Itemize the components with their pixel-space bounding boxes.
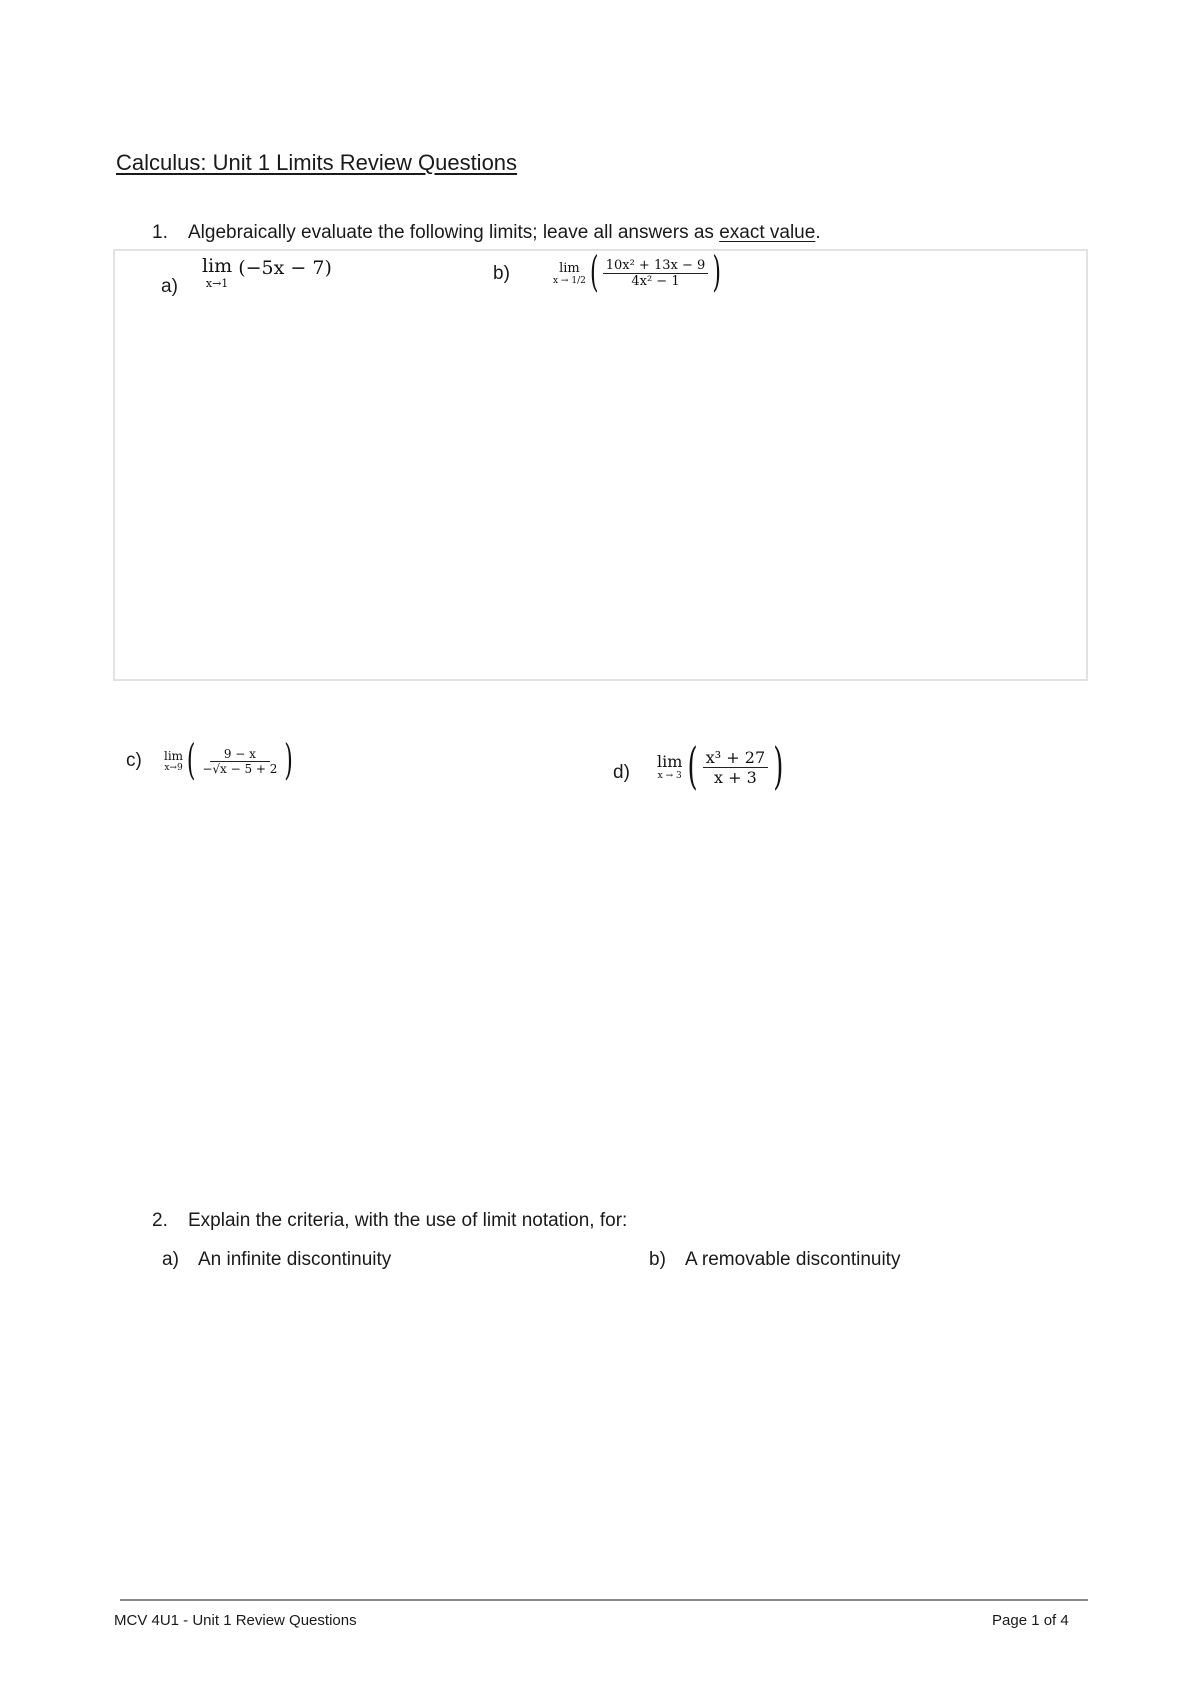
q2-part-a-text: An infinite discontinuity xyxy=(198,1249,392,1270)
q2-part-b-text: A removable discontinuity xyxy=(685,1249,901,1270)
open-paren: ( xyxy=(589,249,599,298)
limit-a-expression xyxy=(202,257,332,289)
limit-d-fraction xyxy=(703,748,768,787)
footer-divider xyxy=(120,1599,1088,1601)
limit-c-approach: x→9 xyxy=(164,763,183,773)
footer-page-number: Page 1 of 4 xyxy=(992,1612,1069,1629)
limit-c-numerator: 9 − x xyxy=(210,747,270,762)
limit-d-expression xyxy=(657,739,784,796)
open-paren: ( xyxy=(687,739,698,796)
limit-c-lim: lim xyxy=(164,749,184,763)
question-1-number: 1. xyxy=(152,222,168,243)
answer-box[interactable] xyxy=(113,249,1088,681)
limit-a-operator xyxy=(202,257,232,289)
limit-d-operator xyxy=(657,754,682,781)
limit-c-fraction xyxy=(199,747,280,776)
close-paren: ) xyxy=(284,737,293,786)
q2-part-a-label: a) xyxy=(162,1249,179,1270)
limit-b-denominator: 4x² − 1 xyxy=(631,274,680,289)
limit-d-denominator: x + 3 xyxy=(714,768,757,787)
part-a-label: a) xyxy=(161,276,178,297)
question-2-text: Explain the criteria, with the use of limit notation, for: xyxy=(188,1210,628,1231)
limit-a-approach: x→1 xyxy=(205,277,229,290)
close-paren: ) xyxy=(773,739,784,796)
limit-a-body: (−5x − 7) xyxy=(238,257,332,279)
limit-b-lim: lim xyxy=(559,260,580,276)
open-paren: ( xyxy=(186,737,196,786)
part-b-label: b) xyxy=(493,263,510,284)
limit-d-lim: lim xyxy=(657,752,683,771)
q2-part-b-label: b) xyxy=(649,1249,666,1270)
limit-c-denominator: −√x − 5 + 2 xyxy=(202,762,278,776)
limit-d-numerator: x³ + 27 xyxy=(703,748,768,768)
question-2-number: 2. xyxy=(152,1210,168,1231)
part-d-label: d) xyxy=(613,762,630,783)
limit-b-approach: x → 1/2 xyxy=(553,275,586,286)
question-1-period: . xyxy=(815,222,821,243)
exact-value-emphasis: exact value xyxy=(719,222,816,243)
limit-a-lim: lim xyxy=(202,255,233,277)
limit-b-numerator: 10x² + 13x − 9 xyxy=(603,258,709,274)
limit-d-approach: x → 3 xyxy=(657,771,682,781)
limit-b-expression xyxy=(553,249,721,298)
footer-course-label: MCV 4U1 - Unit 1 Review Questions xyxy=(114,1612,357,1629)
limit-c-operator xyxy=(164,750,183,773)
limit-b-fraction xyxy=(603,258,709,289)
limit-b-operator xyxy=(553,262,586,286)
page-title: Calculus: Unit 1 Limits Review Questions xyxy=(116,150,518,175)
part-c-label: c) xyxy=(126,750,142,771)
question-1-prompt: Algebraically evaluate the following limits; leave all answers as xyxy=(188,222,720,243)
close-paren: ) xyxy=(712,249,721,298)
question-1-text xyxy=(188,222,821,244)
limit-c-expression xyxy=(164,737,293,786)
